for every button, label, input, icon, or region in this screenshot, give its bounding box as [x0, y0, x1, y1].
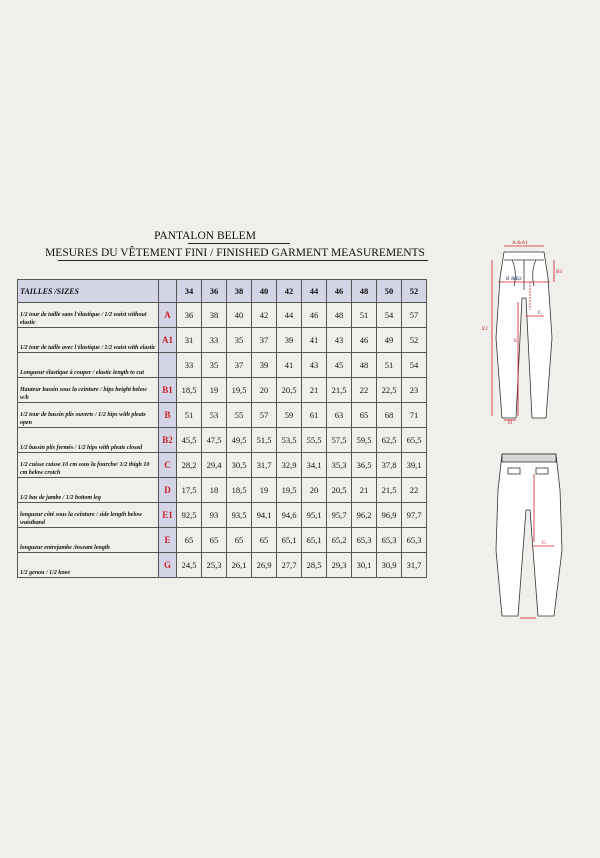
measurement-value: 34,1 — [302, 453, 327, 478]
measurement-value: 29,4 — [202, 453, 227, 478]
measurement-value: 18,5 — [177, 378, 202, 403]
size-header: 42 — [277, 280, 302, 303]
measurement-value: 54 — [402, 353, 427, 378]
measurement-value: 29,3 — [327, 553, 352, 578]
size-header: 38 — [227, 280, 252, 303]
subtitle-underline — [58, 260, 428, 261]
measurement-code: C — [159, 453, 177, 478]
measurement-value: 68 — [377, 403, 402, 428]
measurement-value: 39,1 — [402, 453, 427, 478]
label-g: G — [542, 540, 546, 546]
measurement-value: 21 — [352, 478, 377, 503]
measurement-value: 40 — [227, 303, 252, 328]
label-d: D — [508, 420, 512, 424]
measurement-code: E1 — [159, 503, 177, 528]
measurement-label: longueur côté sous la ceinture / side length below waistband — [18, 503, 159, 528]
measurement-value: 22 — [352, 378, 377, 403]
measurement-value: 30,5 — [227, 453, 252, 478]
table-row — [18, 503, 427, 528]
measurement-value: 21,5 — [377, 478, 402, 503]
measurement-code — [159, 353, 177, 378]
measurement-value: 36 — [177, 303, 202, 328]
measurement-value: 35 — [202, 353, 227, 378]
size-header: 44 — [302, 280, 327, 303]
measurement-value: 55,5 — [302, 428, 327, 453]
measurement-value: 93,5 — [227, 503, 252, 528]
measurement-value: 48 — [327, 303, 352, 328]
measurement-value: 19 — [252, 478, 277, 503]
measurement-value: 65,2 — [327, 528, 352, 553]
measurement-value: 92,5 — [177, 503, 202, 528]
measurement-value: 61 — [302, 403, 327, 428]
measurement-value: 43 — [327, 328, 352, 353]
measurement-value: 57,5 — [327, 428, 352, 453]
measurement-value: 18,5 — [227, 478, 252, 503]
table-row — [18, 528, 427, 553]
measurement-value: 52 — [402, 328, 427, 353]
measurement-value: 95,7 — [327, 503, 352, 528]
measurement-label: Hauteur bassin sous la ceinture / hips height below w/b — [18, 378, 159, 403]
measurement-value: 19,5 — [227, 378, 252, 403]
measurement-value: 28,2 — [177, 453, 202, 478]
table-row — [18, 553, 427, 578]
measurement-value: 94,6 — [277, 503, 302, 528]
page-title: PANTALON BELEM — [154, 230, 256, 242]
back-view-diagram — [490, 450, 570, 620]
table-row — [18, 453, 427, 478]
size-header: 50 — [377, 280, 402, 303]
label-e: E — [514, 338, 518, 344]
measurement-value: 57 — [402, 303, 427, 328]
measurement-value: 27,7 — [277, 553, 302, 578]
measurement-value: 35,3 — [327, 453, 352, 478]
measurement-label: 1/2 bassin plis fermés / 1/2 hips with pleats closed — [18, 428, 159, 453]
measurement-value: 36,5 — [352, 453, 377, 478]
measurement-value: 20,5 — [327, 478, 352, 503]
size-header: 36 — [202, 280, 227, 303]
table-row — [18, 428, 427, 453]
measurement-value: 39 — [252, 353, 277, 378]
measurement-label: 1/2 genou / 1/2 knee — [18, 553, 159, 578]
measurement-code: B2 — [159, 428, 177, 453]
table-row — [18, 403, 427, 428]
measurement-value: 94,1 — [252, 503, 277, 528]
header-code-cell — [159, 280, 177, 303]
measurement-value: 26,9 — [252, 553, 277, 578]
measurement-value: 37,8 — [377, 453, 402, 478]
table-header-row — [18, 280, 427, 303]
measurement-value: 51,5 — [252, 428, 277, 453]
title-underline — [188, 243, 290, 244]
size-header: 34 — [177, 280, 202, 303]
measurement-value: 30,1 — [352, 553, 377, 578]
label-b: B &B2 — [506, 276, 522, 282]
measurement-value: 65 — [177, 528, 202, 553]
measurement-value: 18 — [202, 478, 227, 503]
measurement-value: 49,5 — [227, 428, 252, 453]
measurement-value: 37 — [227, 353, 252, 378]
table-row — [18, 353, 427, 378]
measurement-value: 21,5 — [327, 378, 352, 403]
table-row — [18, 303, 427, 328]
measurement-label: longueur entrejambe /inseam length — [18, 528, 159, 553]
measurement-value: 28,5 — [302, 553, 327, 578]
measurement-value: 65 — [252, 528, 277, 553]
measurement-value: 43 — [302, 353, 327, 378]
measurement-value: 26,1 — [227, 553, 252, 578]
measurement-value: 59 — [277, 403, 302, 428]
page-subtitle: MESURES DU VÊTEMENT FINI / FINISHED GARMENT MEASUREMENTS — [45, 247, 425, 259]
size-header: 48 — [352, 280, 377, 303]
label-b1: B1 — [556, 269, 563, 275]
measurement-value: 46 — [302, 303, 327, 328]
measurement-value: 31,7 — [402, 553, 427, 578]
measurement-value: 20 — [302, 478, 327, 503]
front-view-diagram — [482, 238, 572, 424]
measurement-code: B — [159, 403, 177, 428]
measurement-value: 44 — [277, 303, 302, 328]
table-row — [18, 328, 427, 353]
measurement-value: 35 — [227, 328, 252, 353]
measurement-label: 1/2 cuisse cuisse 10 cm sous la fourche/ 1/2 thigh 10 cm below crotch — [18, 453, 159, 478]
measurement-value: 51 — [352, 303, 377, 328]
measurement-value: 24,5 — [177, 553, 202, 578]
measurement-code: B1 — [159, 378, 177, 403]
measurement-value: 95,1 — [302, 503, 327, 528]
measurement-value: 37 — [252, 328, 277, 353]
measurement-value: 65,1 — [302, 528, 327, 553]
measurement-value: 41 — [302, 328, 327, 353]
measurement-label: Longueur élastique à couper / elastic length to cut — [18, 353, 159, 378]
measurement-code: E — [159, 528, 177, 553]
measurement-value: 25,3 — [202, 553, 227, 578]
measurement-value: 46 — [352, 328, 377, 353]
measurement-value: 17,5 — [177, 478, 202, 503]
measurement-value: 22 — [402, 478, 427, 503]
measurement-value: 33 — [202, 328, 227, 353]
measurements-table — [17, 279, 427, 578]
measurement-label: 1/2 tour de taille avec l'élastique / 1/2 waist with elastic — [18, 328, 159, 353]
measurement-value: 42 — [252, 303, 277, 328]
size-header: 52 — [402, 280, 427, 303]
measurement-value: 96,9 — [377, 503, 402, 528]
measurement-value: 53,5 — [277, 428, 302, 453]
measurement-value: 45 — [327, 353, 352, 378]
table-row — [18, 378, 427, 403]
measurement-value: 21 — [302, 378, 327, 403]
measurement-value: 65,3 — [352, 528, 377, 553]
measurement-code: G — [159, 553, 177, 578]
measurement-label: 1/2 tour de taille sans l'élastique / 1/2 waist without elastic — [18, 303, 159, 328]
measurement-code: A — [159, 303, 177, 328]
measurement-label: 1/2 bas de jambe / 1/2 bottom leg — [18, 478, 159, 503]
measurement-value: 62,5 — [377, 428, 402, 453]
measurement-value: 63 — [327, 403, 352, 428]
table-row — [18, 478, 427, 503]
label-c: C — [538, 310, 542, 316]
measurement-value: 41 — [277, 353, 302, 378]
label-e1: E1 — [482, 326, 489, 332]
measurement-value: 65,1 — [277, 528, 302, 553]
size-header: 40 — [252, 280, 277, 303]
measurement-value: 65,3 — [402, 528, 427, 553]
measurement-value: 51 — [177, 403, 202, 428]
measurement-value: 49 — [377, 328, 402, 353]
measurement-value: 65,5 — [402, 428, 427, 453]
measurement-code: D — [159, 478, 177, 503]
measurement-value: 65 — [202, 528, 227, 553]
measurement-code: A1 — [159, 328, 177, 353]
measurement-value: 93 — [202, 503, 227, 528]
header-label: TAILLES /SIZES — [18, 280, 159, 303]
measurement-value: 65,3 — [377, 528, 402, 553]
measurement-value: 96,2 — [352, 503, 377, 528]
label-a: A &A1 — [512, 240, 529, 246]
measurement-value: 20,5 — [277, 378, 302, 403]
size-header: 46 — [327, 280, 352, 303]
measurement-label: 1/2 tour de bassin plis ouverts / 1/2 hips with pleats open — [18, 403, 159, 428]
measurement-value: 51 — [377, 353, 402, 378]
measurement-value: 57 — [252, 403, 277, 428]
measurement-value: 32,9 — [277, 453, 302, 478]
measurement-value: 59,5 — [352, 428, 377, 453]
measurement-value: 53 — [202, 403, 227, 428]
measurement-value: 48 — [352, 353, 377, 378]
measurement-value: 54 — [377, 303, 402, 328]
measurement-value: 97,7 — [402, 503, 427, 528]
measurement-value: 19 — [202, 378, 227, 403]
measurement-value: 65 — [227, 528, 252, 553]
measurement-value: 20 — [252, 378, 277, 403]
measurement-value: 31,7 — [252, 453, 277, 478]
measurement-value: 39 — [277, 328, 302, 353]
measurement-value: 65 — [352, 403, 377, 428]
measurement-value: 30,9 — [377, 553, 402, 578]
measurement-value: 45,5 — [177, 428, 202, 453]
measurement-value: 22,5 — [377, 378, 402, 403]
measurement-value: 19,5 — [277, 478, 302, 503]
measurement-value: 31 — [177, 328, 202, 353]
measurement-value: 38 — [202, 303, 227, 328]
measurement-value: 47,5 — [202, 428, 227, 453]
measurement-value: 23 — [402, 378, 427, 403]
measurement-value: 71 — [402, 403, 427, 428]
measurement-value: 33 — [177, 353, 202, 378]
measurement-value: 55 — [227, 403, 252, 428]
